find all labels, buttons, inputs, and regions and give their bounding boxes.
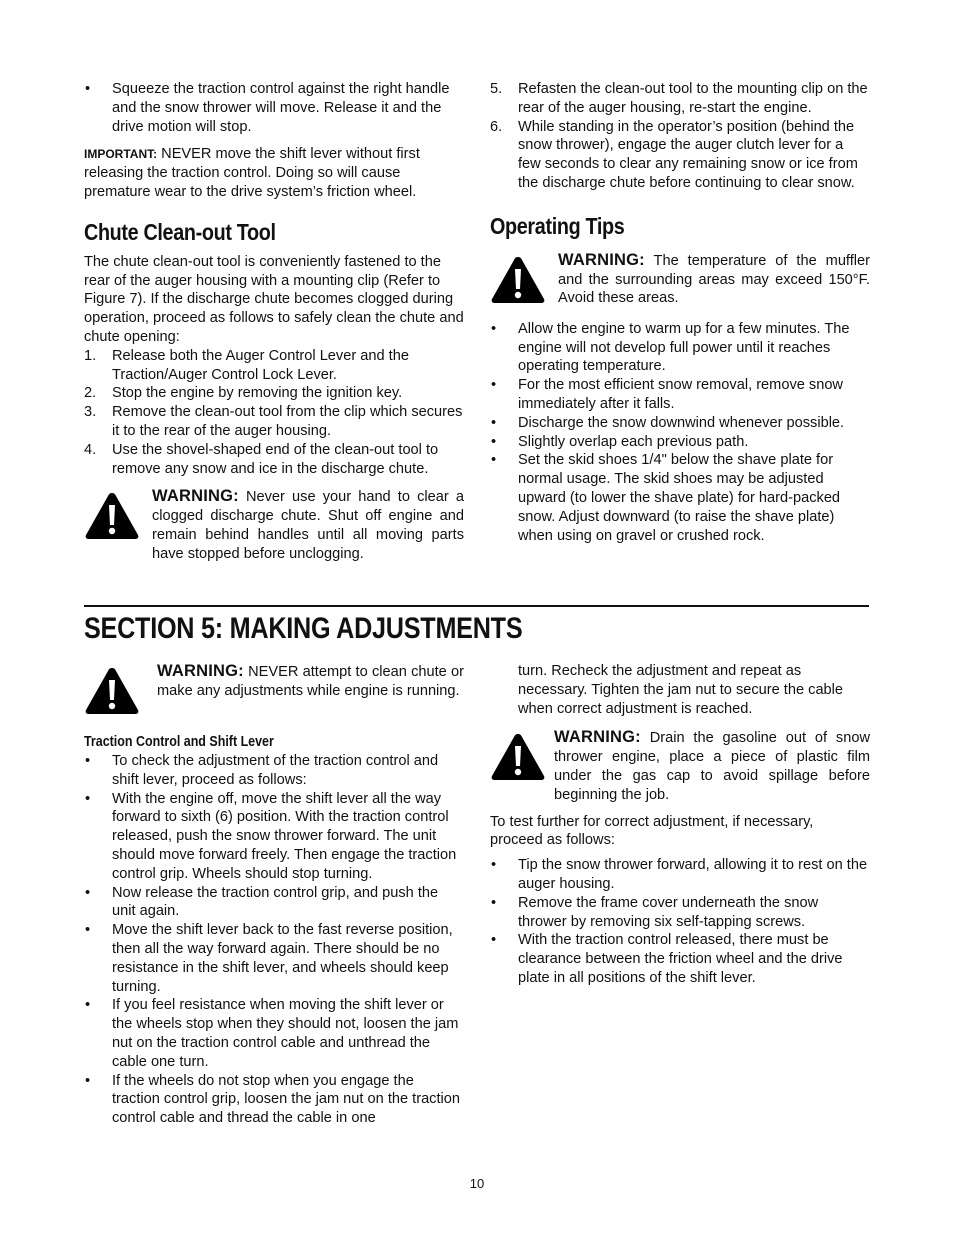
traction-subheading: Traction Control and Shift Lever xyxy=(84,734,274,750)
continued-text: turn. Recheck the adjustment and repeat as necessary. Tighten the jam nut to secure the cable when correct adjustment is reached. xyxy=(518,663,844,717)
list-item xyxy=(84,80,464,136)
adjustment-warning xyxy=(84,662,464,722)
step-text: While standing in the operator’s position (behind the snow thrower), engage the auger clutch lever for a few seconds to clear any remaining snow or ice from the discharge chute before continuing to clear snow. xyxy=(518,118,858,191)
list-item-text: Tip the snow thrower forward, allowing it to rest on the auger housing. xyxy=(518,857,868,892)
important-label: IMPORTANT: xyxy=(84,147,158,162)
warning-label: WARNING: xyxy=(558,250,645,269)
list-item-text: If you feel resistance when moving the shift lever or the wheels stop when they should not, loosen the jam nut on the traction control cable and unthread the cable one turn. xyxy=(112,997,459,1070)
bullet-marker: • xyxy=(491,433,497,450)
chute-warning xyxy=(84,487,464,563)
warning-text: NEVER attempt to clean chute or make any adjustments while engine is running. xyxy=(157,664,464,699)
list-item-text: Now release the traction control grip, and push the unit again. xyxy=(112,884,439,920)
bottom-left-column xyxy=(84,662,464,1128)
page-number: 10 xyxy=(469,1176,485,1191)
gasoline-warning xyxy=(490,728,870,804)
list-item xyxy=(490,931,870,987)
list-item xyxy=(84,884,464,922)
list-item-text: Remove the frame cover underneath the snow thrower by removing six self-tapping screws. xyxy=(518,894,819,930)
bullet-marker: • xyxy=(85,753,91,769)
list-item xyxy=(490,376,870,414)
bullet-marker: • xyxy=(85,922,91,939)
list-item xyxy=(490,894,870,932)
bullet-marker: • xyxy=(85,884,91,901)
warning-triangle-icon xyxy=(490,732,546,782)
step-item xyxy=(490,118,870,193)
warning-triangle-icon xyxy=(84,491,140,541)
step-number: 4. xyxy=(84,441,97,458)
step-number: 6. xyxy=(490,118,503,135)
list-item-text: Slightly overlap each previous path. xyxy=(518,433,749,450)
chute-intro: The chute clean-out tool is conveniently fastened to the rear of the auger housing with a mounting clip (Refer to Figure 7). If the discharge chute becomes clogged during operation, proceed as follows to safely clean the chute and chute opening: xyxy=(84,253,464,345)
list-item-text: Squeeze the traction control against the right handle and the snow thrower will move. Release it and the drive motion will stop. xyxy=(112,81,450,135)
step-text: Use the shovel-shaped end of the clean-out tool to remove any snow and ice in the discharge chute. xyxy=(112,441,439,477)
warning-text: The temperature of the muffler and the surrounding areas may exceed 150°F. Avoid these areas. xyxy=(558,252,870,307)
chute-heading: Chute Clean-out Tool xyxy=(84,218,276,245)
intro-bullet-list xyxy=(84,80,464,136)
step-item xyxy=(84,384,464,403)
step-text: Remove the clean-out tool from the clip which secures it to the rear of the auger housing. xyxy=(112,404,463,439)
warning-triangle-icon xyxy=(490,255,546,305)
list-item-text: If the wheels do not stop when you engage the traction control grip, loosen the jam nut on the traction control cable and thread the cable in one xyxy=(112,1072,461,1127)
bottom-right-column xyxy=(490,662,870,988)
list-item-text: With the engine off, move the shift lever all the way forward to sixth (6) position. With the traction control released, push the snow thrower forward. The unit should move forward freely. Then engage the traction control grip. Wheels should stop turning. xyxy=(112,790,457,882)
warning-label: WARNING: xyxy=(157,662,244,680)
bullet-marker: • xyxy=(491,857,497,874)
operating-tips-list xyxy=(490,320,870,546)
top-left-column xyxy=(84,80,464,564)
top-right-column xyxy=(490,80,870,545)
warning-text: Never use your hand to clear a clogged discharge chute. Shut off engine and remain behind handles until all moving parts have stopped before unclogging. xyxy=(152,489,464,562)
step-number: 5. xyxy=(490,81,503,97)
bullet-marker: • xyxy=(85,81,91,97)
bullet-marker: • xyxy=(491,932,497,949)
list-item xyxy=(84,921,464,996)
chute-steps xyxy=(84,347,464,479)
step-number: 1. xyxy=(84,347,97,364)
important-note xyxy=(84,145,464,201)
muffler-warning xyxy=(490,251,870,311)
step-number: 3. xyxy=(84,404,97,421)
bullet-marker: • xyxy=(491,452,497,469)
bullet-marker: • xyxy=(491,320,497,337)
list-item xyxy=(490,856,870,894)
list-item xyxy=(490,414,870,433)
test-intro: To test further for correct adjustment, if necessary, proceed as follows: xyxy=(490,813,814,849)
step-text: Refasten the clean-out tool to the mounting clip on the rear of the auger housing, re-start the engine. xyxy=(518,81,868,116)
important-text: NEVER move the shift lever without first releasing the traction control. Doing so will cause premature wear to the drive system’s friction wheel. xyxy=(84,146,420,200)
traction-bullet-list xyxy=(84,752,464,1128)
chute-steps-continued xyxy=(490,80,870,193)
list-item-text: Set the skid shoes 1/4" below the shave plate for normal usage. The skid shoes may be adjusted upward (to lower the shave plate) for hard-packed snow. Adjust downward (to raise the shave plate) when using on gravel or crushed rock. xyxy=(518,452,841,544)
bullet-marker: • xyxy=(491,377,497,394)
operating-tips-heading: Operating Tips xyxy=(490,212,625,239)
step-item xyxy=(84,441,464,479)
list-item-text: To check the adjustment of the traction control and shift lever, proceed as follows: xyxy=(112,753,439,788)
step-item xyxy=(84,347,464,385)
bullet-marker: • xyxy=(85,997,91,1014)
section-divider xyxy=(84,605,869,607)
list-item xyxy=(84,996,464,1071)
bullet-marker: • xyxy=(85,790,91,807)
warning-triangle-icon xyxy=(84,666,140,716)
list-item-text: Move the shift lever back to the fast reverse position, then all the way forward again. There should be no resistance in the shift lever, and wheels should keep turning. xyxy=(112,922,453,995)
warning-text: Drain the gasoline out of snow thrower engine, place a piece of plastic film under the gas cap to avoid spillage before beginning the job. xyxy=(554,730,870,803)
list-item-text: Discharge the snow downwind whenever possible. xyxy=(518,414,845,431)
warning-label: WARNING: xyxy=(554,728,641,747)
list-item-text: Allow the engine to warm up for a few minutes. The engine will not develop full power until it reaches operating temperature. xyxy=(518,320,850,375)
list-item xyxy=(84,790,464,884)
bullet-marker: • xyxy=(491,414,497,431)
bullet-marker: • xyxy=(491,894,497,911)
list-item-text: With the traction control released, there must be clearance between the friction wheel and the drive plate in all positions of the shift lever. xyxy=(518,932,843,986)
list-item xyxy=(490,451,870,545)
section-title: SECTION 5: MAKING ADJUSTMENTS xyxy=(84,612,523,645)
test-bullet-list xyxy=(490,856,870,988)
step-item xyxy=(84,403,464,441)
list-item xyxy=(490,320,870,376)
list-item xyxy=(490,433,870,452)
list-item xyxy=(84,1072,464,1128)
step-number: 2. xyxy=(84,385,97,402)
step-text: Stop the engine by removing the ignition key. xyxy=(112,385,403,402)
step-item xyxy=(490,80,870,118)
step-text: Release both the Auger Control Lever and the Traction/Auger Control Lock Lever. xyxy=(112,347,409,383)
list-item xyxy=(84,752,464,790)
warning-label: WARNING: xyxy=(152,487,239,506)
list-item-text: For the most efficient snow removal, remove snow immediately after it falls. xyxy=(518,377,843,412)
bullet-marker: • xyxy=(85,1072,91,1089)
